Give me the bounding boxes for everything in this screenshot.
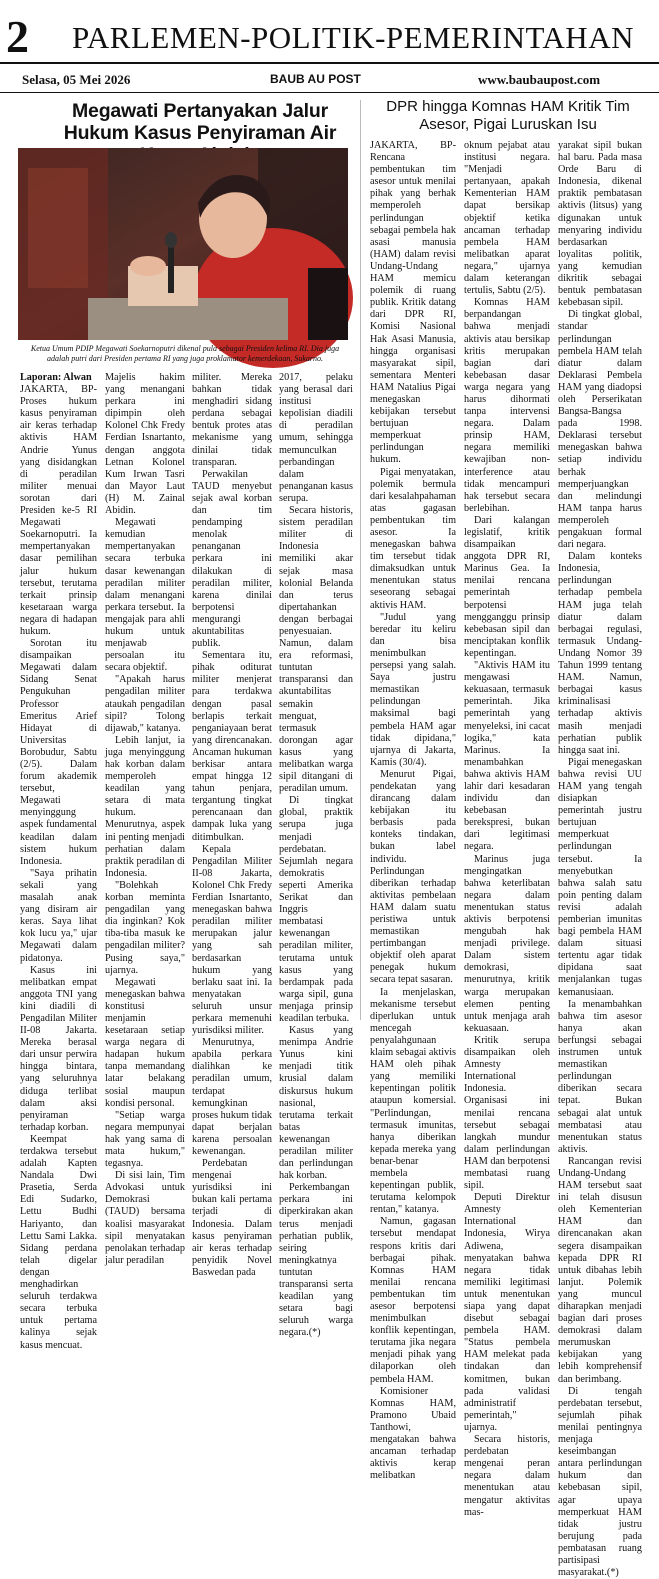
paragraph: Pigai menyatakan, polemik bermula dari kesalahpahaman atas gagasan pembentukan tim asesor. Ia menegaskan bahwa tim tersebut tidak dimaksudkan untuk menentukan status seseorang sebagai aktivis HAM. <box>370 466 456 611</box>
paragraph: Rancangan revisi Undang-Undang HAM tersebut saat ini telah disusun oleh Kementerian HAM dan direncanakan akan segera disampaikan kepada DPR RI untuk dibahas lebih lanjut. Polemik yang muncul diharapkan menjadi bagian dari proses demokrasi dalam merumuskan kebijakan yang lebih komprehensif dan berimbang. <box>558 1155 642 1385</box>
article-divider <box>360 100 361 1020</box>
article1-column-1 <box>20 372 97 1351</box>
paragraph: Di tengah perdebatan tersebut, sejumlah pihak menilai pentingnya menjaga keseimbangan antara perlindungan hukum dan kebebasan sipil, agar upaya memperkuat HAM tidak justru berujung pada pembatasan ruang partisipasi masyarakat.(*) <box>558 1385 642 1579</box>
paragraph: Sementara itu, pihak oditurat militer menjerat para terdakwa dengan pasal berlapis terkait penganiayaan berat yang direncanakan. Ancaman hukuman berkisar antara empat hingga 12 tahun penjara, tergantung tingkat perencanaan dan dampak luka yang ditimbulkan. <box>192 650 272 843</box>
paragraph: Megawati menegaskan bahwa konstitusi menjamin kesetaraan setiap warga negara di hadapan hukum tanpa memandang latar belakang sosial maupun kondisi personal. <box>105 976 185 1109</box>
paragraph: Namun, gagasan tersebut mendapat respons kritis dari berbagai pihak. Komnas HAM menilai rencana pembentukan tim asesor berpotensi menimbulkan konflik kepentingan, terutama jika negara menjadi pihak yang dilaporkan oleh pembela HAM. <box>370 1216 456 1385</box>
paragraph: "Judul yang beredar itu keliru dan bisa menimbulkan persepsi yang salah. Saya justru memastikan pelindungan maksimal bagi pembela HAM agar tidak dipidana," ujarnya di Jakarta, Kamis (30/4). <box>370 611 456 768</box>
date: Selasa, 05 Mei 2026 <box>22 72 131 87</box>
paragraph: Ia menambahkan bahwa tim asesor hanya akan berfungsi sebagai instrumen untuk memastikan perlindungan diberikan secara tepat. Bukan sebagai alat untuk membatasi atau menentukan status aktivis. <box>558 998 642 1155</box>
paragraph: Sorotan itu disampaikan Megawati dalam Sidang Senat Pengukuhan Professor Emeritus Arief Hidayat di Universitas Borobudur, Sabtu (2/5). Dalam forum akademik tersebut, Megawati menyinggung aspek fundamental keadilan dalam sistem hukum Indonesia. <box>20 638 97 867</box>
paragraph: 2017, pelaku yang berasal dari institusi kepolisian diadili di peradilan umum, sehingga memunculkan perbandingan dalam penanganan kasus serupa. <box>279 372 353 504</box>
paragraph: Majelis hakim yang menangani perkara ini dipimpin oleh Kolonel Chk Fredy Ferdian Isnartanto, dengan anggota Letnan Kolonel Kum Irwan Tasri dan Mayor Laut (H) M. Zainal Abidin. <box>105 372 185 517</box>
paragraph: "Apakah harus pengadilan militer ataukah pengadilan sipil? Tolong dijawab," katanya. <box>105 674 185 734</box>
paragraph: Dalam konteks Indonesia, perlindungan terhadap pembela HAM juga telah diatur dalam berbagai regulasi, termasuk Undang-Undang Nomor 39 Tahun 1999 tentang HAM. Namun, berbagai kasus kriminalisasi terhadap aktivis masih menjadi perhatian publik hingga saat ini. <box>558 551 642 756</box>
photo-caption: Ketua Umum PDIP Megawati Soekarnoputri dikenal pula sebagai Presiden kelima RI. Dia juga adalah putri dari Presiden pertama RI yang juga proklamator kemerdekaan, Sukarno. <box>30 344 340 363</box>
header-rule-bottom <box>0 92 659 93</box>
paragraph: Lebih lanjut, ia juga menyinggung hak korban dalam memperoleh keadilan yang setara di mata hukum. Menurutnya, aspek ini penting menjadi perhatian dalam praktik peradilan di Indonesia. <box>105 734 185 879</box>
paragraph: Keempat terdakwa tersebut adalah Kapten Nandala Dwi Prasetia, Serda Edi Sudarko, Lettu Budhi Hariyanto, dan Lettu Sami Lakka. Sidang perdana telah digelar dengan menghadirkan seluruh terdakwa secara terbuka untuk pertama kalinya sejak kasus mencuat. <box>20 1133 97 1351</box>
paragraph: Di tingkat global, standar perlindungan pembela HAM telah diatur dalam Deklarasi Pembela HAM yang diadopsi oleh Perserikatan Bangsa-Bangsa pada 1998. Deklarasi tersebut menegaskan bahwa setiap individu berhak memperjuangkan dan melindungi HAM tanpa harus memperoleh pengakuan formal dari negara. <box>558 309 642 551</box>
paragraph: "Bolehkah korban meminta pengadilan yang dia inginkan? Kok tiba-tiba masuk ke pengadilan militer? Pusing saya," ujarnya. <box>105 879 185 976</box>
paragraph: Di tingkat global, praktik serupa juga menjadi perdebatan. Sejumlah negara demokratis seperti Amerika Serikat dan Inggris membatasi kewenangan peradilan militer, terutama untuk kasus yang berdampak pada warga sipil, guna menjaga prinsip keadilan terbuka. <box>279 795 353 1024</box>
paragraph: Di sisi lain, Tim Advokasi untuk Demokrasi (TAUD) bersama koalisi masyarakat sipil menyatakan penolakan terhadap jalur peradilan <box>105 1170 185 1266</box>
header-rule-top <box>0 62 659 64</box>
paragraph: Secara historis, sistem peradilan militer di Indonesia memiliki akar sejak masa kolonial Belanda dan terus dipertahankan dengan berbagai penyesuaian. Namun, dalam era reformasi, tuntutan transparansi dan akuntabilitas semakin menguat, termasuk dorongan agar kasus yang melibatkan warga sipil ditangani di peradilan umum. <box>279 505 353 795</box>
article1-column-4 <box>279 372 353 1339</box>
paragraph: JAKARTA, BP-Rencana pembentukan tim asesor untuk menilai pihak yang berhak memperoleh perlindungan sebagai pembela hak asasi manusia (HAM) dalam revisi Undang-Undang HAM memicu polemik di ruang publik. Kritik datang dari DPR RI, Komisi Nasional Hak Asasi Manusia, hingga organisasi masyarakat sipil, sementara Menteri HAM Natalius Pigai menegaskan kebijakan tersebut bertujuan memperkuat perlindungan hukum. <box>370 140 456 466</box>
paragraph: Kasus yang menimpa Andrie Yunus kini menjadi titik krusial dalam diskursus hukum nasional, terutama terkait batas kewenangan peradilan militer dan perlindungan hak korban. <box>279 1025 353 1182</box>
page-number: 2 <box>6 11 29 62</box>
paragraph: Kepala Pengadilan Militer II-08 Jakarta, Kolonel Chk Fredy Ferdian Isnartanto, menegaskan bahwa peradilan militer merupakan jalur yang sah berdasarkan hukum yang berlaku saat ini. Ia menyatakan seluruh unsur perkara memenuhi yurisdiksi militer. <box>192 843 272 1037</box>
paragraph: Perwakilan TAUD menyebut sejak awal korban dan tim pendamping menolak penanganan perkara ini dilakukan di peradilan militer, karena dinilai berpotensi mengurangi akuntabilitas publik. <box>192 468 272 650</box>
paragraph: Pigai menegaskan bahwa revisi UU HAM yang tengah disiapkan pemerintah justru bertujuan memperkuat perlindungan tersebut. Ia menyebutkan bahwa salah satu poin penting dalam revisi adalah pemberian imunitas bagi pembela HAM dalam situasi tertentu agar tidak dipidana saat menjalankan tugas kemanusiaan. <box>558 756 642 998</box>
paragraph: JAKARTA, BP-Proses hukum kasus penyiraman air keras terhadap aktivis HAM Andrie Yunus yang disidangkan di peradilan militer menuai sorotan dari Presiden ke-5 RI Megawati Soekarnoputri. Ia mempertanyakan dasar pemilihan jalur hukum tersebut, terutama terkait prinsip kesetaraan warga negara di hadapan hukum. <box>20 384 97 637</box>
paragraph: Menurut Pigai, pendekatan yang dirancang dalam kebijakan itu berbasis pada konteks tindakan, bukan label individu. Perlindungan diberikan terhadap aktivitas pembelaan HAM dalam suatu peristiwa untuk memastikan pertimbangan objektif oleh aparat penegak hukum secara tepat sasaran. <box>370 768 456 986</box>
byline: Laporan: Alwan <box>20 372 92 383</box>
article1-column-2 <box>105 372 185 1266</box>
paragraph: yarakat sipil bukan hal baru. Pada masa Orde Baru di Indonesia, dikenal praktik pembatasan aktivis (litsus) yang digunakan untuk menyaring individu berdasarkan loyalitas politik, yang kemudian dikritik sebagai bentuk pembatasan kebebasan sipil. <box>558 140 642 309</box>
paragraph: Dari kalangan legislatif, kritik disampaikan anggota DPR RI, Marinus Gea. Ia menilai rencana pemerintah berpotensi mengganggu prinsip kebebasan sipil dan menciptakan konflik kepentingan. <box>464 514 550 659</box>
paper-name: BAUB AU POST <box>270 72 361 86</box>
paragraph: militer. Mereka bahkan tidak menghadiri sidang perdana sebagai bentuk protes atas mekanisme yang dinilai tidak transparan. <box>192 372 272 468</box>
article2-headline: DPR hingga Komnas HAM Kritik Tim Asesor, Pigai Luruskan Isu <box>386 98 630 133</box>
article2-column-3 <box>558 140 642 1579</box>
article2-column-1 <box>370 140 457 1482</box>
paragraph: Kritik serupa disampaikan oleh Amnesty International Indonesia. Organisasi ini menilai rencana tersebut sebagai langkah mundur dalam perlindungan HAM dan berpotensi membatasi ruang sipil. <box>464 1034 551 1192</box>
paragraph: Menurutnya, apabila perkara dialihkan ke peradilan umum, terdapat kemungkinan proses hukum tidak dapat berjalan karena persoalan kewenangan. <box>192 1037 272 1157</box>
paragraph: Secara historis, perdebatan mengenai peran negara dalam menentukan atau mengatur aktivitas mas- <box>464 1434 550 1518</box>
paragraph: Ia menjelaskan, mekanisme tersebut diperlukan untuk mencegah penyalahgunaan klaim sebagai aktivis HAM oleh pihak yang memiliki kepentingan politik ataupun komersial. "Perlindungan, termasuk imunitas, hanya diberikan kepada mereka yang benar-benar membela kepentingan publik, terutama kelompok rentan," katanya. <box>370 986 457 1216</box>
paragraph: oknum pejabat atau institusi negara. "Menjadi pertanyaan, apakah Kementerian HAM dapat bersikap objektif ketika ancaman terhadap pembela HAM melibatkan aparat negara," ujarnya dalam keterangan tertulis, Sabtu (2/5). <box>464 140 550 297</box>
paragraph: "Aktivis HAM itu mengawasi kekuasaan, termasuk pemerintah. Jika pemerintah yang menyeleksi, ini cacat logika," kata Marinus. Ia menambahkan bahwa aktivis HAM lahir dari kesadaran individu dan kebebasan berekspresi, bukan dari legitimasi negara. <box>464 660 550 853</box>
paragraph: Marinus juga mengingatkan bahwa keterlibatan negara dalam menentukan status aktivis berpotensi mengubah hak menjadi privilege. Dalam sistem demokrasi, menurutnya, kritik warga merupakan elemen penting untuk menjaga arah kekuasaan. <box>464 853 550 1034</box>
article2-column-2 <box>464 140 551 1518</box>
paragraph: Perdebatan mengenai yurisdiksi ini bukan kali pertama terjadi di Indonesia. Dalam kasus penyiraman air keras terhadap penyidik Novel Baswedan pada <box>192 1158 272 1278</box>
paragraph: Komisioner Komnas HAM, Pramono Ubaid Tanthowi, mengatakan bahwa ancaman terhadap aktivis kerap melibatkan <box>370 1385 456 1482</box>
photo-illustration <box>18 148 348 340</box>
paragraph: Komnas HAM berpandangan bahwa menjadi aktivis atau bersikap kritis merupakan bagian dari kebebasan dasar warga negara yang harus dihormati tanpa intervensi negara. Dalam prinsip HAM, negara memiliki kewajiban non-interference atau tidak mencampuri hak tersebut secara berlebihan. <box>464 297 550 514</box>
megawati-photo <box>18 148 348 340</box>
paragraph: Deputi Direktur Amnesty International Indonesia, Wirya Adiwena, menyatakan bahwa negara tidak memiliki legitimasi untuk menentukan siapa yang dapat disebut sebagai pembela HAM. "Status pembela HAM melekat pada tindakan dan komitmen, bukan pada validasi administratif pemerintah," ujarnya. <box>464 1192 550 1433</box>
article1-headline: Megawati Pertanyakan Jalur Hukum Kasus Penyiraman Air <box>63 100 337 144</box>
paragraph: "Setiap warga negara mempunyai hak yang sama di mata hukum," tegasnya. <box>105 1109 185 1170</box>
paragraph: "Saya prihatin sekali yang masalah anak yang disiram air keras. Saya lihat kok lucu ya," ujar Megawati dalam pidatonya. <box>20 867 97 964</box>
website[interactable]: www.baubaupost.com <box>478 72 601 87</box>
paragraph: Perkembangan perkara ini diperkirakan akan terus menjadi perhatian publik, seiring meningkatnya tuntutan transparansi serta keadilan yang setara bagi seluruh warga negara.(*) <box>279 1182 353 1339</box>
paragraph: Kasus ini melibatkan empat anggota TNI yang kini diadili di Pengadilan Militer II-08 Jakarta. Mereka berasal dari unsur perwira hingga bintara, yang seluruhnya diduga terlibat dalam aksi penyiraman terhadap korban. <box>20 964 97 1133</box>
paragraph: Megawati kemudian mempertanyakan secara terbuka dasar kewenangan peradilan militer dalam menangani perkara tersebut. Ia mengajak para ahli hukum untuk menjawab persoalan itu secara objektif. <box>105 517 185 674</box>
article1-column-3 <box>192 372 272 1278</box>
section-title: PARLEMEN-POLITIK-PEMERINTAHAN <box>72 20 634 55</box>
